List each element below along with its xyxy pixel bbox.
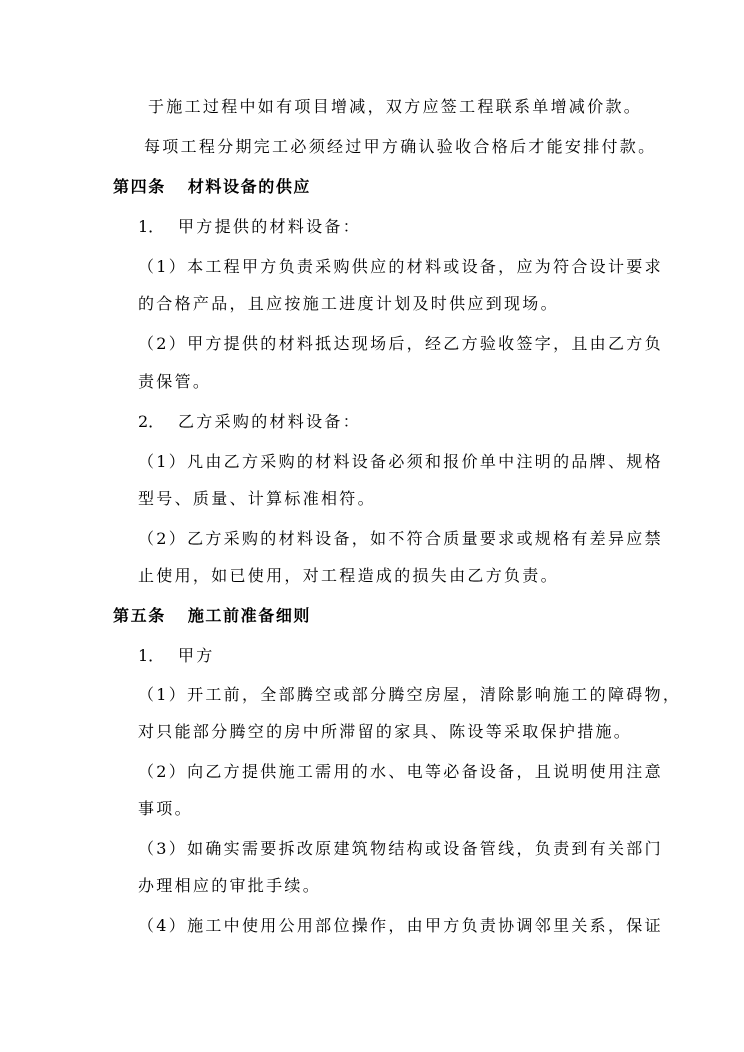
article-5-p3-line-1: （3）如确实需要拆改原建筑物结构或设备管线，负责到有关部门 bbox=[138, 839, 663, 858]
article-5-item-1-index: 1． bbox=[138, 646, 165, 665]
intro-line-2: 每项工程分期完工必须经过甲方确认验收合格后才能安排付款。 bbox=[144, 137, 657, 156]
article-5-p4-line-1: （4）施工中使用公用部位操作，由甲方负责协调邻里关系，保证 bbox=[138, 916, 663, 935]
article-4-p2-line-1: （2）甲方提供的材料抵达现场后，经乙方验收签字，且由乙方负 bbox=[138, 334, 663, 353]
article-5-p1-line-2: 对只能部分腾空的房中所滞留的家具、陈设等采取保护措施。 bbox=[138, 722, 633, 741]
article-4-item-1-label: 甲方提供的材料设备： bbox=[178, 217, 362, 236]
article-5-p2-line-2: 事项。 bbox=[138, 799, 193, 818]
article-5-item-1 bbox=[138, 646, 215, 666]
article-4-p4-line-2: 止使用，如已使用，对工程造成的损失由乙方负责。 bbox=[138, 566, 559, 585]
article-5-title: 施工前准备细则 bbox=[187, 606, 312, 625]
article-5-p3-line-2: 办理相应的审批手续。 bbox=[138, 876, 322, 895]
article-4-item-1-index: 1． bbox=[138, 217, 165, 236]
article-4-item-2 bbox=[138, 412, 361, 432]
article-4-item-2-index: 2． bbox=[138, 412, 165, 431]
article-4-heading bbox=[113, 177, 311, 197]
article-4-p3-line-2: 型号、质量、计算标准相符。 bbox=[138, 489, 376, 508]
article-5-p2-line-1: （2）向乙方提供施工需用的水、电等必备设备，且说明使用注意 bbox=[138, 762, 663, 781]
article-4-p3-line-1: （1）凡由乙方采购的材料设备必须和报价单中注明的品牌、规格 bbox=[138, 452, 663, 471]
article-4-p1-line-1: （1）本工程甲方负责采购供应的材料或设备，应为符合设计要求 bbox=[138, 257, 663, 276]
article-4-title: 材料设备的供应 bbox=[187, 177, 312, 196]
article-4-item-2-label: 乙方采购的材料设备： bbox=[178, 412, 362, 431]
article-4-p4-line-1: （2）乙方采购的材料设备，如不符合质量要求或规格有差异应禁 bbox=[138, 529, 663, 548]
article-5-item-1-label: 甲方 bbox=[178, 646, 215, 665]
article-5-heading bbox=[113, 606, 311, 626]
article-5-p1-line-1: （1）开工前，全部腾空或部分腾空房屋，清除影响施工的障碍物， bbox=[138, 685, 682, 704]
intro-line-1: 于施工过程中如有项目增减，双方应签工程联系单增减价款。 bbox=[148, 97, 643, 116]
article-4-p2-line-2: 责保管。 bbox=[138, 372, 212, 391]
article-4-number: 第四条 bbox=[113, 177, 166, 196]
article-4-p1-line-2: 的合格产品，且应按施工进度计划及时供应到现场。 bbox=[138, 294, 559, 313]
article-4-item-1 bbox=[138, 217, 361, 237]
article-5-number: 第五条 bbox=[113, 606, 166, 625]
